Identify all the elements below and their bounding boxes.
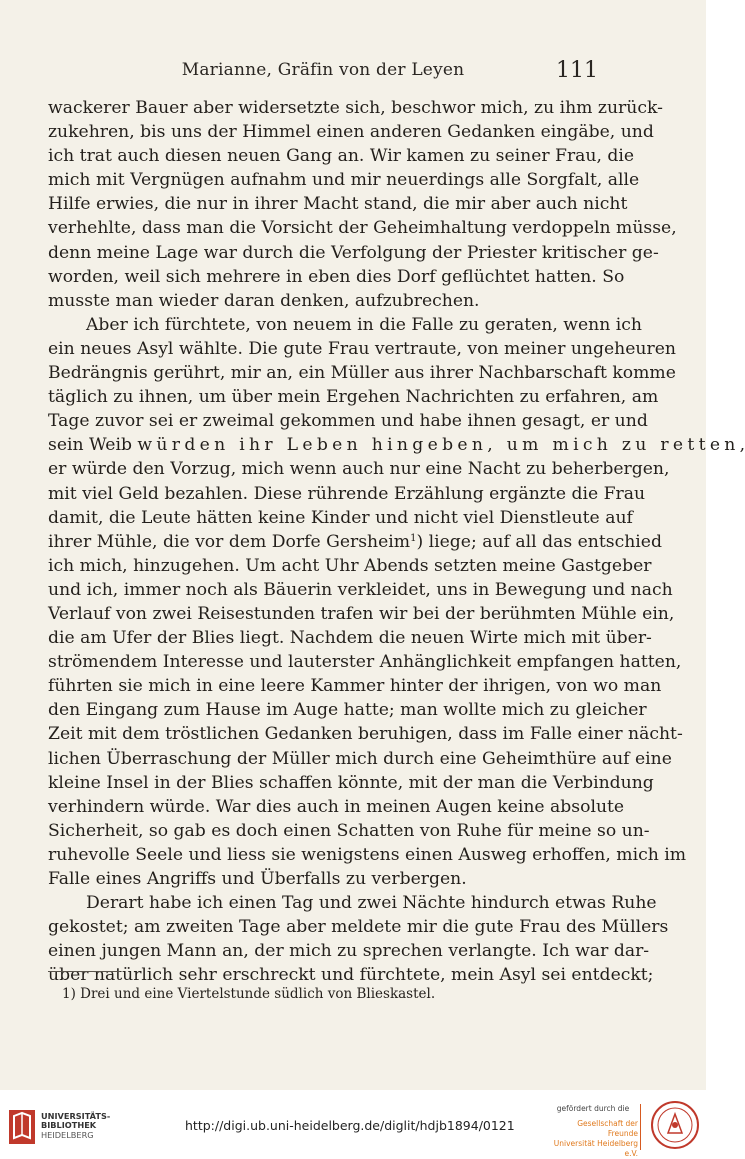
text-line: mich mit Vergnügen aufnahm und mir neuerdings alle Sorgfalt, alle xyxy=(48,170,640,191)
body-text xyxy=(48,96,745,987)
text-line: ihrer Mühle, die vor dem Dorfe Gersheim$^1$) liege; auf all das entschied xyxy=(48,531,662,552)
page-header xyxy=(48,60,598,88)
text-line: Bedrängnis gerührt, mir an, ein Müller aus ihrer Nachbarschaft komme xyxy=(48,363,676,384)
text-line: mit viel Geld bezahlen. Diese rührende Erzählung ergänzte die Frau xyxy=(48,483,646,504)
text-line: damit, die Leute hätten keine Kinder und nicht viel Dienstleute auf xyxy=(48,507,633,528)
text-line: zukehren, bis uns der Himmel einen anderen Gedanken eingäbe, und xyxy=(48,122,654,143)
text-line: er würde den Vorzug, mich wenn auch nur eine Nacht zu beherbergen, xyxy=(48,459,670,480)
text-line: verhindern würde. War dies auch in meinen Augen keine absolute xyxy=(48,796,625,817)
running-title: Marianne, Gräfin von der Leyen xyxy=(181,60,465,80)
text-line: Hilfe erwies, die nur in ihrer Macht stand, die mir aber auch nicht xyxy=(48,194,628,215)
library-book-icon[interactable] xyxy=(8,1108,36,1146)
text-line: Verlauf von zwei Reisestunden trafen wir bei der berühmten Mühle ein, xyxy=(48,603,675,624)
text-line: Derart habe ich einen Tag und zwei Nächte hindurch etwas Ruhe xyxy=(86,893,657,914)
text-line: lichen Überraschung der Müller mich durch eine Geheimthüre auf eine xyxy=(48,748,672,769)
text-line: und ich, immer noch als Bäuerin verkleidet, uns in Bewegung und nach xyxy=(48,579,673,600)
text-line: wackerer Bauer aber widersetzte sich, beschwor mich, zu ihm zurück- xyxy=(48,98,663,118)
library-name[interactable]: UNIVERSITÄTS- BIBLIOTHEK HEIDELBERG xyxy=(41,1111,111,1140)
text-line: sein Weib würden ihr Leben hingeben, um mich zu retten, xyxy=(48,435,745,456)
sponsor-divider xyxy=(640,1104,641,1150)
text-line: ruhevolle Seele und liess sie wenigstens einen Ausweg erhoffen, mich im xyxy=(48,844,687,865)
text-line: Tage zuvor sei er zweimal gekommen und habe ihnen gesagt, er und xyxy=(48,411,648,432)
text-line: einen jungen Mann an, der mich zu sprechen verlangte. Ich war dar- xyxy=(48,941,650,962)
text-line: führten sie mich in eine leere Kammer hinter der ihrigen, von wo man xyxy=(48,676,662,697)
viewer-footer xyxy=(0,1090,706,1158)
permalink-url[interactable]: http://digi.ub.uni-heidelberg.de/diglit/hdjb1894/0121 xyxy=(185,1118,515,1133)
text-line: täglich zu ihnen, um über mein Ergehen Nachrichten zu erfahren, am xyxy=(48,387,659,408)
text-line: ein neues Asyl wählte. Die gute Frau vertraute, von meiner ungeheuren xyxy=(48,338,676,359)
text-line: gekostet; am zweiten Tage aber meldete mir die gute Frau des Müllers xyxy=(48,917,669,938)
text-line: Zeit mit dem tröstlichen Gedanken beruhigen, dass im Falle einer nächt- xyxy=(48,724,683,745)
sponsor-credit[interactable]: gefördert durch die Gesellschaft der Freunde Universität Heidelberg e.V. xyxy=(553,1104,638,1158)
text-line: ich mich, hinzugehen. Um acht Uhr Abends setzten meine Gastgeber xyxy=(48,555,652,576)
emphasized-text: würden ihr Leben hingeben, um mich zu retten xyxy=(137,435,740,456)
footnote: 1) Drei und eine Viertelstunde südlich von Blieskastel. xyxy=(62,986,436,1002)
text-line: musste man wieder daran denken, aufzubrechen. xyxy=(48,290,480,311)
footnote-rule xyxy=(48,971,120,972)
text-line: Aber ich fürchtete, von neuem in die Falle zu geraten, wenn ich xyxy=(86,314,642,335)
text-line: den Eingang zum Hause im Auge hatte; man wollte mich zu gleicher xyxy=(48,700,647,721)
text-line: denn meine Lage war durch die Verfolgung der Priester kritischer ge- xyxy=(48,242,659,263)
text-line: kleine Insel in der Blies schaffen könnte, mit der man die Verbindung xyxy=(48,772,654,793)
page-number: 111 xyxy=(556,58,598,83)
text-line: ich trat auch diesen neuen Gang an. Wir kamen zu seiner Frau, die xyxy=(48,146,635,167)
text-line: die am Ufer der Blies liegt. Nachdem die neuen Wirte mich mit über- xyxy=(48,628,652,649)
footnote-marker[interactable]: 1 xyxy=(410,532,417,544)
text-line: Sicherheit, so gab es doch einen Schatten von Ruhe für meine so un- xyxy=(48,820,650,841)
text-line: Falle eines Angriffs und Überfalls zu verbergen. xyxy=(48,869,467,889)
text-line: strömendem Interesse und lauterster Anhänglichkeit empfangen hatten, xyxy=(48,652,682,673)
university-seal-icon xyxy=(650,1100,700,1150)
text-line: worden, weil sich mehrere in eben dies Dorf geflüchtet hatten. So xyxy=(48,266,625,287)
text-line: verhehlte, dass man die Vorsicht der Geheimhaltung verdoppeln müsse, xyxy=(48,218,677,239)
text-line: über natürlich sehr erschreckt und fürchtete, mein Asyl sei entdeckt; xyxy=(48,965,654,986)
